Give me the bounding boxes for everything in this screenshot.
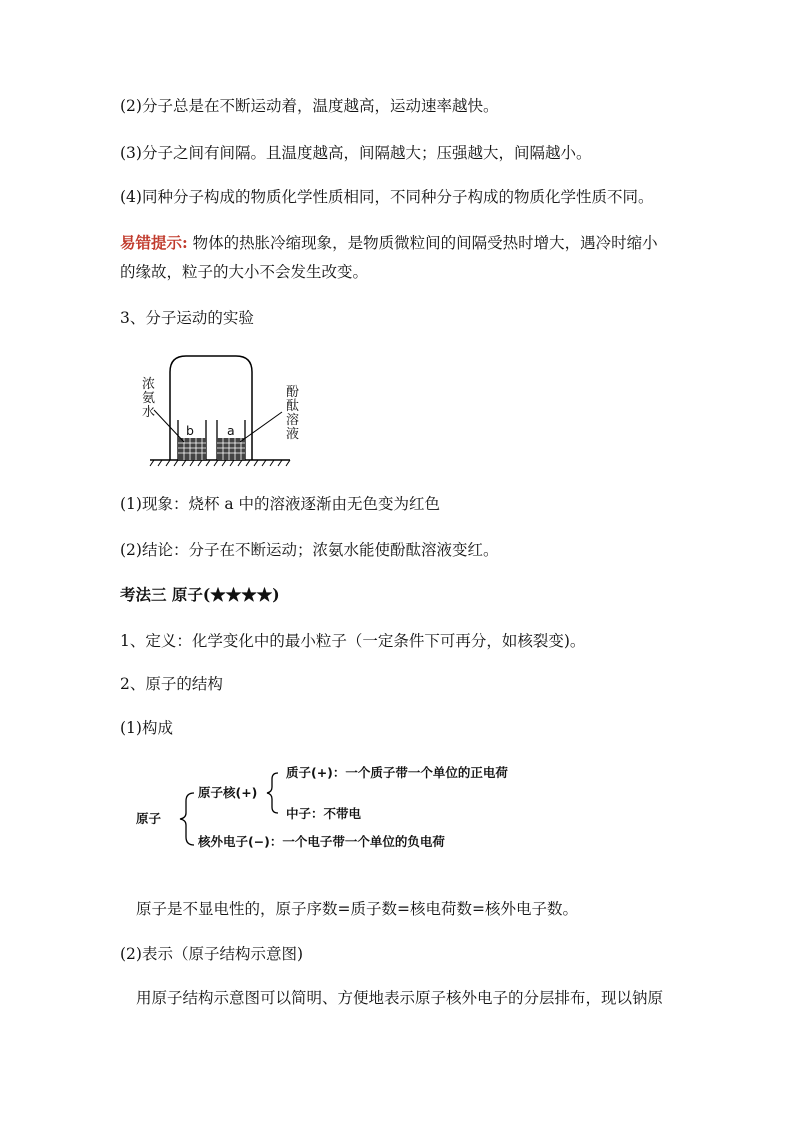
electron-label: 核外电子(−)：一个电子带一个单位的负电荷 [198, 834, 445, 849]
tip-text-1: 物体的热胀冷缩现象，是物质微粒间的间隔受热时增大，遇冷时缩小 [187, 234, 658, 252]
beaker-b-label: b [186, 423, 194, 438]
definition-line: 1、定义：化学变化中的最小粒子（一定条件下可再分，如核裂变)。 [120, 632, 586, 650]
conclusion-line: (2)结论：分子在不断运动；浓氨水能使酚酞溶液变红。 [120, 541, 499, 559]
leader-ammonia [154, 410, 184, 442]
section-experiment: 3、分子运动的实验 [120, 309, 254, 327]
line-molecule-property: (4)同种分子构成的物质化学性质相同，不同种分子构成的物质化学性质不同。 [120, 188, 654, 206]
neutral-statement: 原子是不显电性的，原子序数=质子数=核电荷数=核外电子数。 [136, 900, 578, 918]
beaker-a-label: a [227, 423, 235, 438]
tip-paragraph [120, 233, 658, 253]
line-molecule-motion: (2)分子总是在不断运动着，温度越高，运动速率越快。 [120, 97, 499, 115]
leader-phenolphthalein [240, 412, 282, 442]
inner-brace [267, 773, 278, 813]
phenomenon-line: (1)现象：烧杯 a 中的溶液逐渐由无色变为红色 [120, 495, 441, 513]
proton-label: 质子(+)：一个质子带一个单位的正电荷 [286, 765, 508, 780]
phenolphthalein-label: 酚 酞 溶 液 [286, 385, 300, 442]
atom-label: 原子 [136, 811, 162, 826]
line-molecule-gap: (3)分子之间有间隔。且温度越高，间隔越大；压强越大，间隔越小。 [120, 144, 592, 162]
ground-hatch [150, 460, 290, 466]
outer-brace [180, 793, 194, 845]
composition-heading: (1)构成 [120, 719, 173, 737]
neutron-label: 中子：不带电 [286, 806, 362, 821]
nucleus-label: 原子核(+) [198, 785, 258, 800]
bell-jar-diagram [140, 350, 300, 468]
representation-heading: (2)表示（原子结构示意图) [120, 945, 304, 963]
structure-heading: 2、原子的结构 [120, 675, 223, 693]
method-three-heading: 考法三 原子(★★★★) [120, 585, 280, 604]
ammonia-label: 浓 氨 水 [142, 377, 156, 420]
tip-text-2: 的缘故，粒子的大小不会发生改变。 [120, 263, 369, 281]
atom-structure-diagram [130, 765, 550, 855]
last-paragraph: 用原子结构示意图可以简明、方便地表示原子核外电子的分层排布，现以钠原 [136, 989, 664, 1007]
tip-label: 易错提示: [120, 233, 188, 252]
experiment-figure [140, 350, 300, 472]
